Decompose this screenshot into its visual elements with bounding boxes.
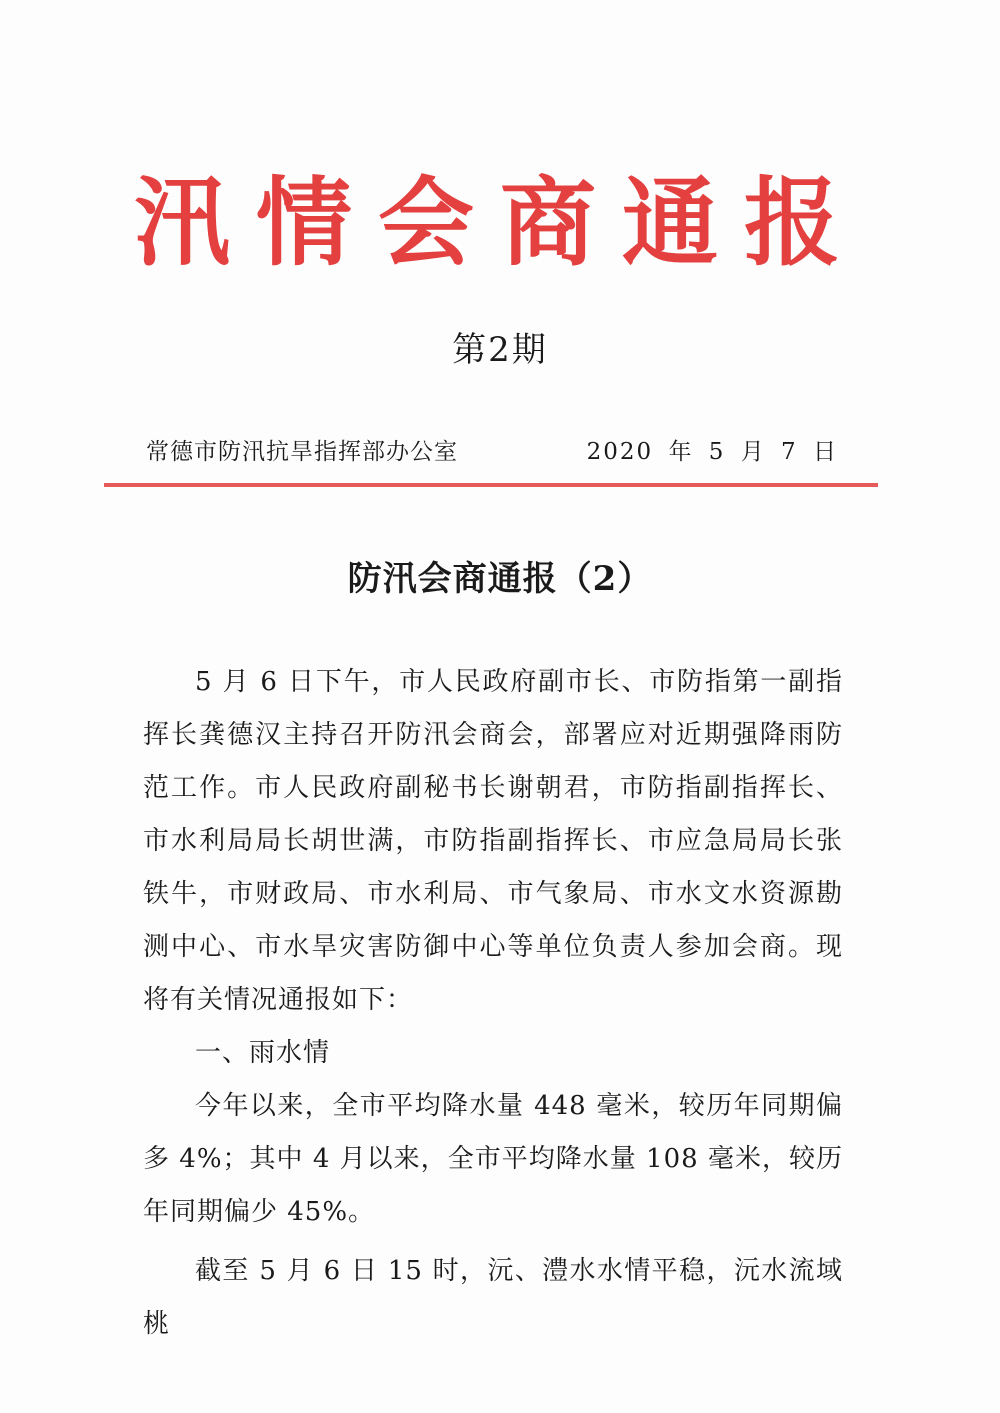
intro-paragraph: 5 月 6 日下午，市人民政府副市长、市防指第一副指挥长龚德汉主持召开防汛会商会，部署应对近期强降雨防范工作。市人民政府副秘书长谢朝君，市防指副指挥长、市水利局局长胡世满，市防指副指挥长、市应急局局长张铁牛，市财政局、市水利局、市气象局、市水文水资源勘测中心、市水旱灾害防御中心等单位负责人参加会商。现将有关情况通报如下： xyxy=(143,667,843,1015)
document-title: 防汛会商通报（2） xyxy=(347,559,653,599)
water-level-paragraph: 截至 5 月 6 日 15 时，沅、澧水水情平稳，沅水流域桃 xyxy=(143,1256,843,1339)
section-heading-rain-water: 一、雨水情 xyxy=(195,1038,331,1068)
rainfall-paragraph: 今年以来，全市平均降水量 448 毫米，较历年同期偏多 4%；其中 4 月以来，全市平均降水量 108 毫米，较历年同期偏少 45%。 xyxy=(143,1091,843,1227)
red-divider-rule xyxy=(104,483,878,487)
issue-number: 第2期 xyxy=(452,330,548,370)
issue-date: 2020 年 5 月 7 日 xyxy=(586,439,838,465)
issuing-office: 常德市防汛抗旱指挥部办公室 xyxy=(146,439,458,465)
masthead-title: 汛情会商通报 xyxy=(134,166,866,279)
document-body xyxy=(143,656,843,1351)
issuer-row xyxy=(146,437,838,467)
